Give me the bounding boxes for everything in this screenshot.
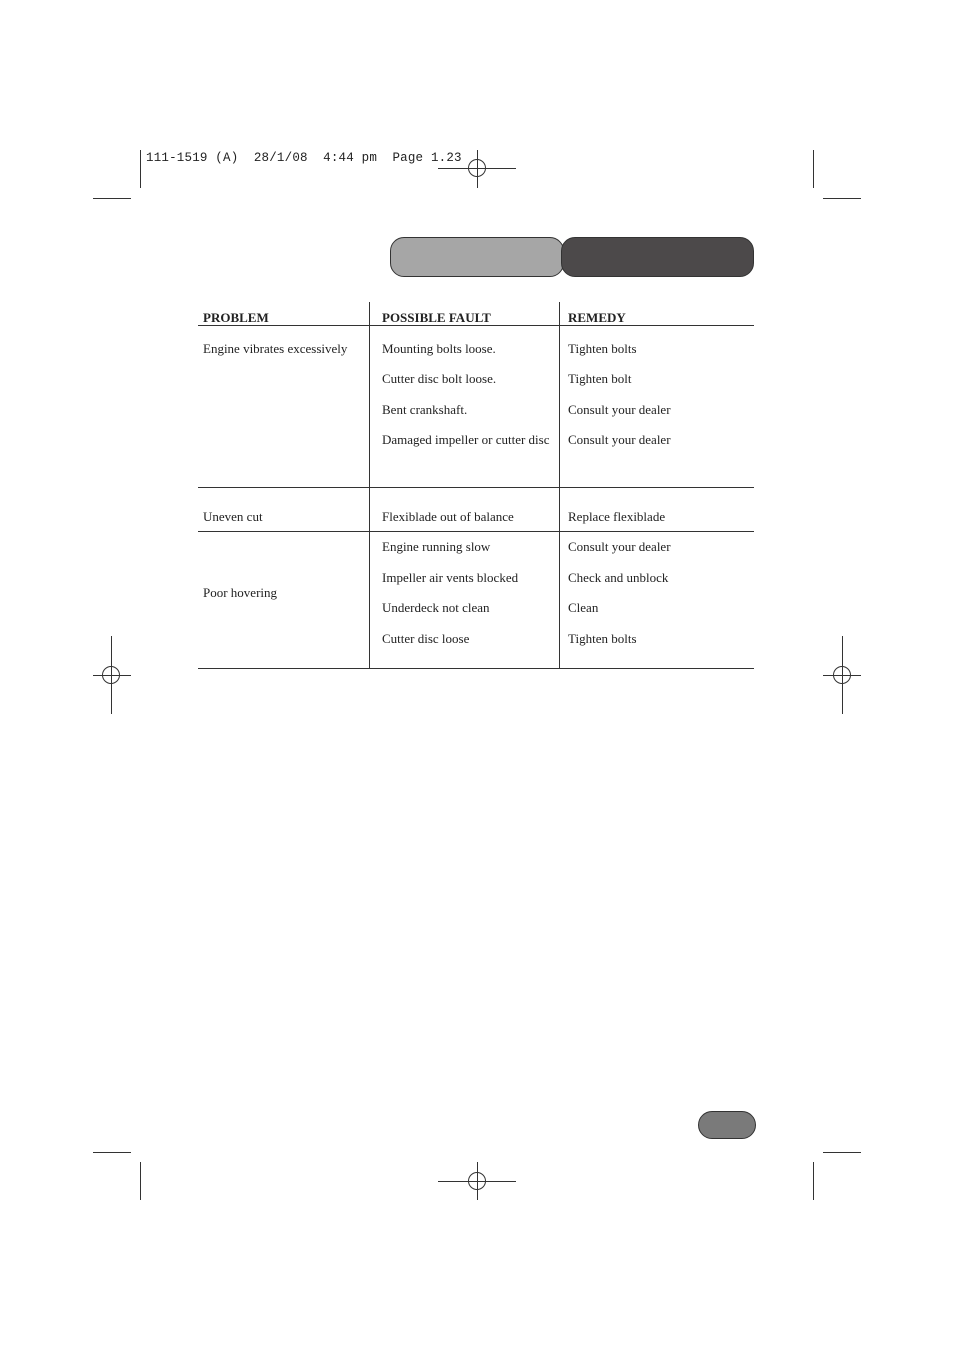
problem-cell: Uneven cut <box>203 509 263 524</box>
crop-mark-bottom-left-vertical <box>140 1162 141 1200</box>
section-tab-light <box>390 237 564 277</box>
print-slug: 111-1519 (A) 28/1/08 4:44 pm Page 1.23 <box>146 151 462 165</box>
header-problem: PROBLEM <box>203 310 269 325</box>
remedy-cell: Tighten bolts <box>568 631 637 646</box>
fault-cell: Cutter disc loose <box>382 631 470 646</box>
remedy-cell: Tighten bolts <box>568 341 637 356</box>
group-rule-2 <box>198 531 754 532</box>
crop-mark-top-right-horizontal <box>823 198 861 199</box>
crop-mark-top-left-vertical <box>140 150 141 188</box>
remedy-cell: Consult your dealer <box>568 539 671 554</box>
fault-cell: Engine running slow <box>382 539 491 554</box>
crop-mark-bottom-left-horizontal <box>93 1152 131 1153</box>
remedy-cell: Tighten bolt <box>568 371 632 386</box>
remedy-cell: Check and unblock <box>568 570 669 585</box>
table-bottom-rule <box>198 668 754 669</box>
crop-mark-top-right-vertical <box>813 150 814 188</box>
column-divider-2 <box>559 302 560 668</box>
fault-cell: Impeller air vents blocked <box>382 570 519 585</box>
fault-cell: Flexiblade out of balance <box>382 509 514 524</box>
fault-cell: Underdeck not clean <box>382 600 490 615</box>
crop-mark-top-left-horizontal <box>93 198 131 199</box>
problem-cell: Poor hovering <box>203 585 278 600</box>
remedy-cell: Consult your dealer <box>568 432 671 447</box>
remedy-cell: Replace flexiblade <box>568 509 666 524</box>
fault-cell: Bent crankshaft. <box>382 402 468 417</box>
problem-cell: Engine vibrates excessively <box>203 341 348 356</box>
header-remedy: REMEDY <box>568 310 626 325</box>
page-number-badge <box>698 1111 756 1139</box>
fault-cell: Damaged impeller or cutter disc <box>382 432 550 447</box>
crop-mark-bottom-right-vertical <box>813 1162 814 1200</box>
section-tab-dark <box>561 237 754 277</box>
fault-cell: Cutter disc bolt loose. <box>382 371 497 386</box>
remedy-cell: Consult your dealer <box>568 402 671 417</box>
fault-cell: Mounting bolts loose. <box>382 341 496 356</box>
header-possible-fault: POSSIBLE FAULT <box>382 310 491 325</box>
group-rule-1 <box>198 487 754 488</box>
remedy-cell: Clean <box>568 600 599 615</box>
column-divider-1 <box>369 302 370 668</box>
crop-mark-bottom-right-horizontal <box>823 1152 861 1153</box>
